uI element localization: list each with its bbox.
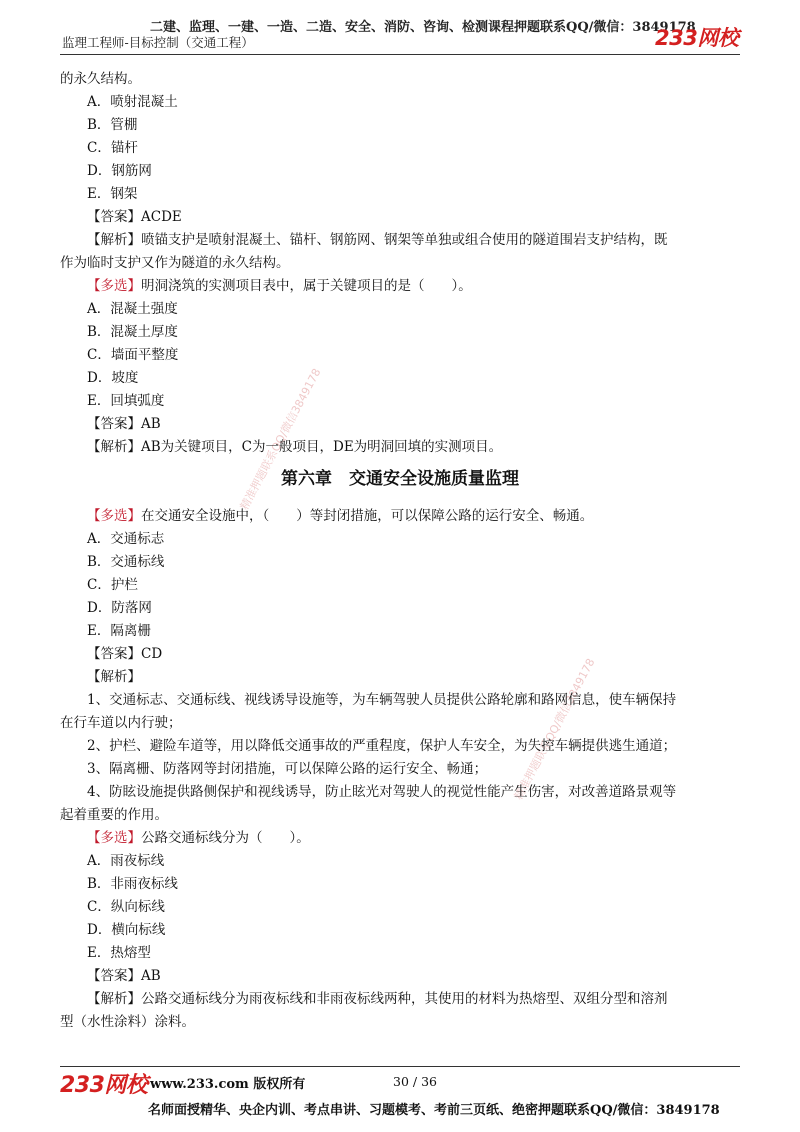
- document-subtitle: 监理工程师-目标控制（交通工程）: [62, 35, 254, 50]
- option-c: C．纵向标线: [87, 899, 165, 915]
- analysis-line: 【解析】AB为关键项目，C为一般项目，DE为明洞回填的实测项目。: [87, 439, 503, 455]
- option-e: E．回填弧度: [87, 393, 165, 409]
- answer-line: 【答案】CD: [87, 646, 163, 662]
- analysis-line: 在行车道以内行驶；: [60, 715, 182, 731]
- analysis-line: 型（水性涂料）涂料。: [60, 1014, 195, 1030]
- multi-choice-tag: 【多选】: [87, 830, 141, 846]
- question-stem: [87, 505, 593, 528]
- option-a: A．混凝土强度: [87, 301, 178, 317]
- option-b: B．管棚: [87, 117, 138, 133]
- answer-line: 【答案】AB: [87, 968, 161, 984]
- analysis-line: 起着重要的作用。: [60, 807, 168, 823]
- answer-line: 【答案】ACDE: [87, 209, 182, 225]
- option-a: A．雨夜标线: [87, 853, 165, 869]
- question-text: 明洞浇筑的实测项目表中，属于关键项目的是（ ）。: [141, 278, 472, 294]
- option-e: E．热熔型: [87, 945, 151, 961]
- brand-logo-top: 233网校: [655, 26, 739, 50]
- page-number: 30 / 36: [393, 1074, 437, 1089]
- option-d: D．防落网: [87, 600, 152, 616]
- option-c: C．护栏: [87, 577, 138, 593]
- brand-logo-bottom: 233网校: [60, 1073, 148, 1098]
- question-text: 公路交通标线分为（ ）。: [141, 830, 310, 846]
- footer-divider: [60, 1066, 740, 1067]
- analysis-line: 【解析】公路交通标线分为雨夜标线和非雨夜标线两种，其使用的材料为热熔型、双组分型和溶剂: [87, 991, 668, 1007]
- footer-copyright: www.233.com 版权所有: [150, 1077, 306, 1092]
- multi-choice-tag: 【多选】: [87, 508, 141, 524]
- option-d: D．钢筋网: [87, 163, 152, 179]
- option-c: C．墙面平整度: [87, 347, 179, 363]
- option-a: A．交通标志: [87, 531, 165, 547]
- analysis-line: 4、防眩设施提供路侧保护和视线诱导，防止眩光对驾驶人的视觉性能产生伤害，对改善道路景观等: [87, 784, 677, 800]
- option-b: B．交通标线: [87, 554, 165, 570]
- analysis-line: 3、隔离栅、防落网等封闭措施，可以保障公路的运行安全、畅通；: [87, 761, 488, 777]
- footer-ad-text: 名师面授精华、央企内训、考点串讲、习题模考、考前三页纸、绝密押题联系QQ/微信：3849178: [148, 1103, 720, 1118]
- multi-choice-tag: 【多选】: [87, 278, 141, 294]
- question-stem: [87, 827, 310, 850]
- watermark-text-1: 精准押题联系QQ/微信3849178: [237, 366, 324, 513]
- option-e: E．隔离栅: [87, 623, 151, 639]
- watermark-text-2: 精准押题联系QQ/微信3849178: [511, 656, 598, 803]
- analysis-line: 1、交通标志、交通标线、视线诱导设施等，为车辆驾驶人员提供公路轮廓和路网信息，使车辆保持: [87, 692, 677, 708]
- header-ad-text: 二建、监理、一建、一造、二造、安全、消防、咨询、检测课程押题联系QQ/微信：3849178: [150, 20, 696, 35]
- option-a: A．喷射混凝土: [87, 94, 178, 110]
- question-text: 在交通安全设施中，（ ）等封闭措施，可以保障公路的运行安全、畅通。: [141, 508, 594, 524]
- option-b: B．混凝土厚度: [87, 324, 178, 340]
- question-continuation: 的永久结构。: [60, 71, 141, 87]
- option-d: D．横向标线: [87, 922, 166, 938]
- analysis-line: 【解析】喷锚支护是喷射混凝土、锚杆、钢筋网、钢架等单独或组合使用的隧道围岩支护结构，既: [87, 232, 668, 248]
- header-divider: [60, 54, 740, 55]
- question-stem: [87, 275, 472, 298]
- analysis-line: 2、护栏、避险车道等，用以降低交通事故的严重程度，保护人车安全，为失控车辆提供逃生通道；: [87, 738, 677, 754]
- option-e: E．钢架: [87, 186, 138, 202]
- option-b: B．非雨夜标线: [87, 876, 178, 892]
- chapter-heading: 第六章 交通安全设施质量监理: [281, 469, 519, 489]
- option-c: C．锚杆: [87, 140, 138, 156]
- option-d: D．坡度: [87, 370, 139, 386]
- analysis-line: 作为临时支护又作为隧道的永久结构。: [60, 255, 290, 271]
- answer-line: 【答案】AB: [87, 416, 161, 432]
- analysis-heading: 【解析】: [87, 669, 141, 685]
